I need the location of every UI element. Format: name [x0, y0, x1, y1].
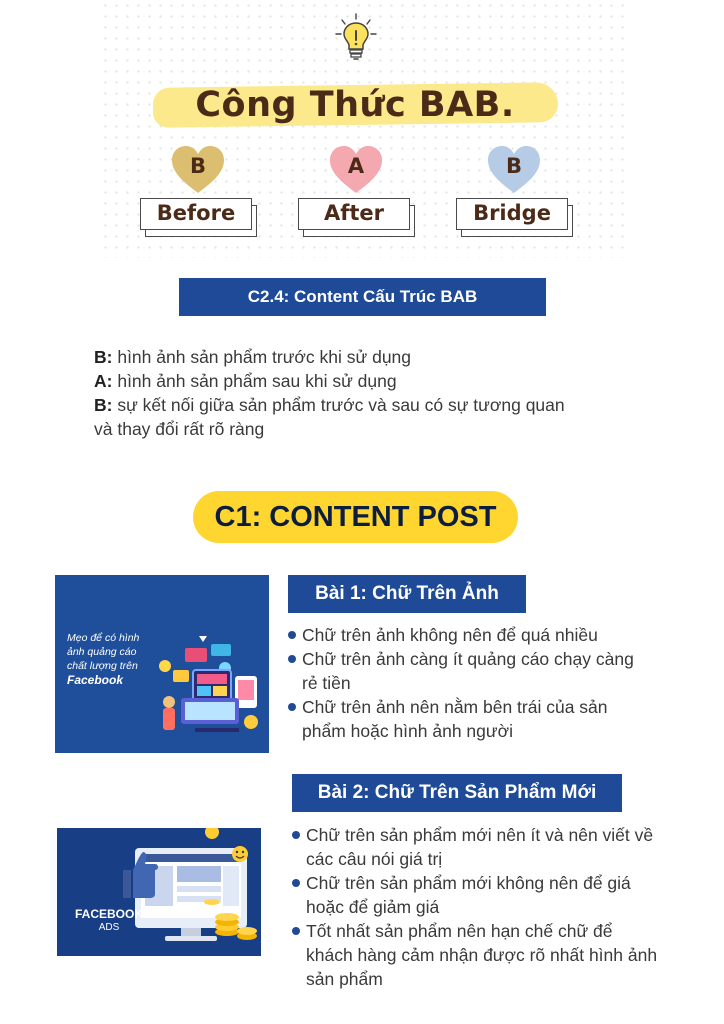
- heart-letter-b: B: [189, 154, 206, 178]
- post2-bullet-list: [292, 823, 664, 991]
- heart-before-icon: [170, 145, 226, 195]
- desc-line-before: B: hình ảnh sản phẩm trước khi sử dụng: [94, 347, 412, 367]
- heart-letter-b2: B: [505, 154, 522, 178]
- card-before-label: Before: [140, 198, 252, 230]
- desc-line-continuation: và thay đổi rất rõ ràng: [94, 419, 265, 439]
- heart-bridge-icon: [486, 145, 542, 195]
- desc-line-after: A: hình ảnh sản phẩm sau khi sử dụng: [94, 371, 397, 391]
- post1-title: Bài 1: Chữ Trên Ảnh: [288, 575, 526, 613]
- post2-title: Bài 2: Chữ Trên Sản Phẩm Mới: [292, 774, 622, 812]
- post2-image-caption: FACEBOOK ADS: [74, 907, 143, 933]
- bab-description: [94, 345, 654, 441]
- list-item: Chữ trên ảnh nên nằm bên trái của sản phẩm hoặc hình ảnh người: [288, 695, 632, 743]
- list-item: Chữ trên sản phẩm mới không nên để giá hoặc để giảm giá: [292, 871, 656, 919]
- list-item: Chữ trên sản phẩm mới nên ít và nên viết về các câu nói giá trị: [292, 823, 664, 871]
- desc-line-bridge: B: sự kết nối giữa sản phẩm trước và sau có sự tương quan: [94, 395, 565, 415]
- card-before: [140, 198, 255, 232]
- card-after: [298, 198, 413, 232]
- marketing-devices-icon: [155, 630, 267, 745]
- lightbulb-icon: [333, 12, 379, 64]
- list-item: Chữ trên ảnh không nên để quá nhiều: [288, 623, 658, 647]
- main-title: Công Thức BAB.: [195, 85, 515, 125]
- list-item: Tốt nhất sản phẩm nên hạn chế chữ để khách hàng cảm nhận được rõ nhất hình ảnh sản phẩm: [292, 919, 664, 991]
- post1-image-caption: Mẹo để có hình ảnh quảng cáo chất lượng trên Facebook: [67, 632, 140, 687]
- card-after-label: After: [298, 198, 410, 230]
- section-heading-bab: C2.4: Content Cấu Trúc BAB: [179, 278, 546, 316]
- content-post-pill: C1: CONTENT POST: [193, 491, 518, 543]
- post1-bullet-list: [288, 623, 658, 743]
- heart-letter-a: A: [347, 154, 365, 178]
- heart-after-icon: [328, 145, 384, 195]
- facebook-ads-monitor-icon: [57, 828, 261, 956]
- card-bridge-label: Bridge: [456, 198, 568, 230]
- card-bridge: [456, 198, 571, 232]
- post1-illustration: [55, 575, 269, 753]
- list-item: Chữ trên ảnh càng ít quảng cáo chạy càng rẻ tiền: [288, 647, 642, 695]
- post2-illustration: [57, 828, 261, 956]
